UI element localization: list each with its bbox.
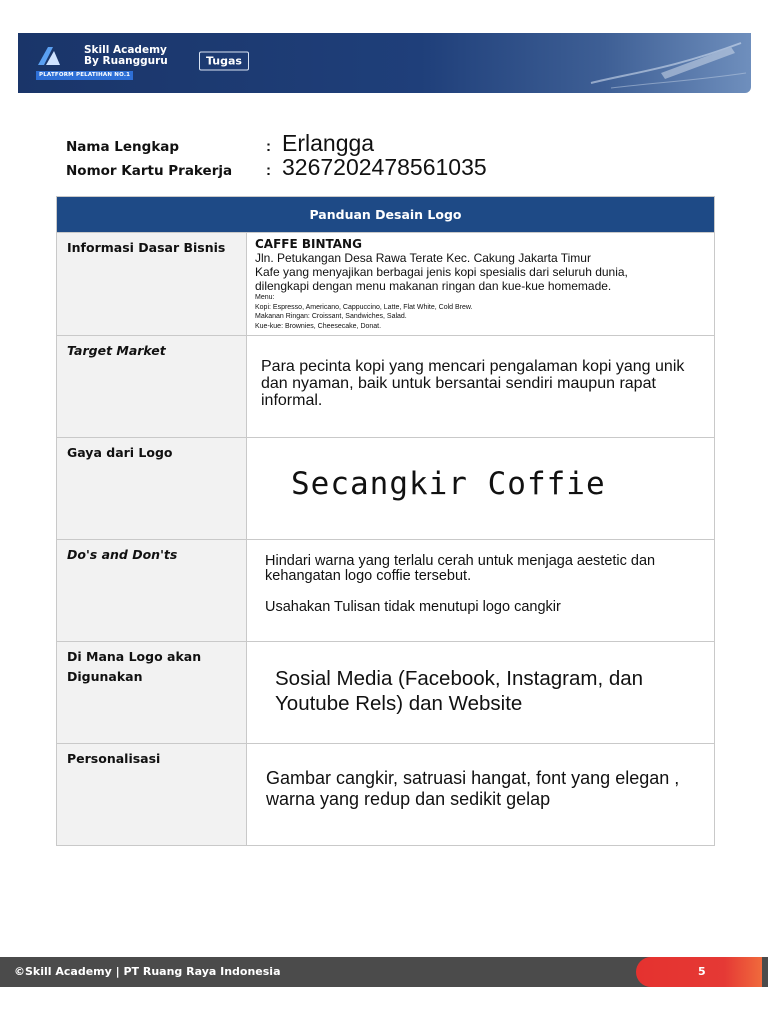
identity-block: [66, 130, 487, 178]
footer-copyright: ©Skill Academy | PT Ruang Raya Indonesia: [14, 965, 281, 978]
tugas-badge: Tugas: [199, 52, 249, 71]
row-value-where: [247, 642, 715, 744]
logo-design-guide-table: [56, 196, 715, 846]
name-value: Erlangga: [282, 130, 375, 156]
row-label-gaya: Gaya dari Logo: [57, 438, 247, 540]
table-row: [57, 233, 715, 336]
target-market-text: Para pecinta kopi yang mencari pengalaman kopi yang unik dan nyaman, baik untuk bersantai sendiri maupun rapat informal.: [261, 358, 685, 409]
card-value: 3267202478561035: [282, 154, 487, 180]
brand-name: Skill Academy By Ruangguru: [84, 44, 168, 67]
card-colon: :: [266, 162, 271, 179]
table-row: [57, 642, 715, 744]
row-label-where: Di Mana Logo akan Digunakan: [57, 642, 247, 744]
table-row: [57, 744, 715, 846]
row-label-pers: Personalisasi: [57, 744, 247, 846]
row-value-dos: [247, 540, 715, 642]
table-row: [57, 336, 715, 438]
page-number: 5: [698, 965, 706, 978]
dos-text-1: Hindari warna yang terlalu cerah untuk menjaga aestetic dan kehangatan logo coffie tersebut.: [265, 553, 656, 584]
header-banner: [18, 33, 751, 93]
business-address: Jln. Petukangan Desa Rawa Terate Kec. Cakung Jakarta Timur: [255, 251, 591, 265]
table-title: Panduan Desain Logo: [57, 197, 715, 233]
menu-kopi: Kopi: Espresso, Americano, Cappuccino, Latte, Flat White, Cold Brew.: [255, 303, 473, 311]
row-label-target: Target Market: [57, 336, 247, 438]
menu-makanan: Makanan Ringan: Croissant, Sandwiches, Salad.: [255, 313, 407, 320]
row-value-pers: [247, 744, 715, 846]
card-row: [66, 154, 487, 178]
row-value-target: [247, 336, 715, 438]
table-row: [57, 540, 715, 642]
row-value-gaya: [247, 438, 715, 540]
brand-tagline: PLATFORM PELATIHAN NO.1: [36, 71, 133, 80]
personalization-text: Gambar cangkir, satruasi hangat, font yang elegan , warna yang redup dan sedikit gelap: [266, 768, 680, 809]
menu-title: Menu:: [255, 294, 275, 301]
pen-illustration-icon: [571, 33, 751, 93]
card-label: Nomor Kartu Prakerja: [66, 163, 233, 179]
logo-usage-text: Sosial Media (Facebook, Instagram, dan Youtube Rels) dan Website: [275, 667, 644, 715]
dos-text-2: Usahakan Tulisan tidak menutupi logo cangkir: [265, 599, 561, 615]
business-desc-2: dilengkapi dengan menu makanan ringan dan kue-kue homemade.: [255, 279, 612, 293]
name-label: Nama Lengkap: [66, 139, 180, 155]
row-label-dos: Do's and Don'ts: [57, 540, 247, 642]
menu-kue: Kue-kue: Brownies, Cheesecake, Donat.: [255, 322, 382, 330]
logo-style-text: Secangkir Coffie: [291, 466, 606, 502]
row-label-info: Informasi Dasar Bisnis: [57, 233, 247, 336]
skill-academy-logo-icon: [36, 45, 62, 67]
name-row: [66, 130, 487, 154]
business-desc-1: Kafe yang menyajikan berbagai jenis kopi spesialis dari seluruh dunia,: [255, 265, 628, 279]
row-value-info: [247, 233, 715, 336]
business-name: CAFFE BINTANG: [255, 237, 362, 251]
table-row: [57, 438, 715, 540]
footer-bar: [0, 957, 768, 987]
page-number-pill: [636, 957, 762, 987]
dos-donts-text: [265, 554, 706, 615]
name-colon: :: [266, 138, 271, 155]
